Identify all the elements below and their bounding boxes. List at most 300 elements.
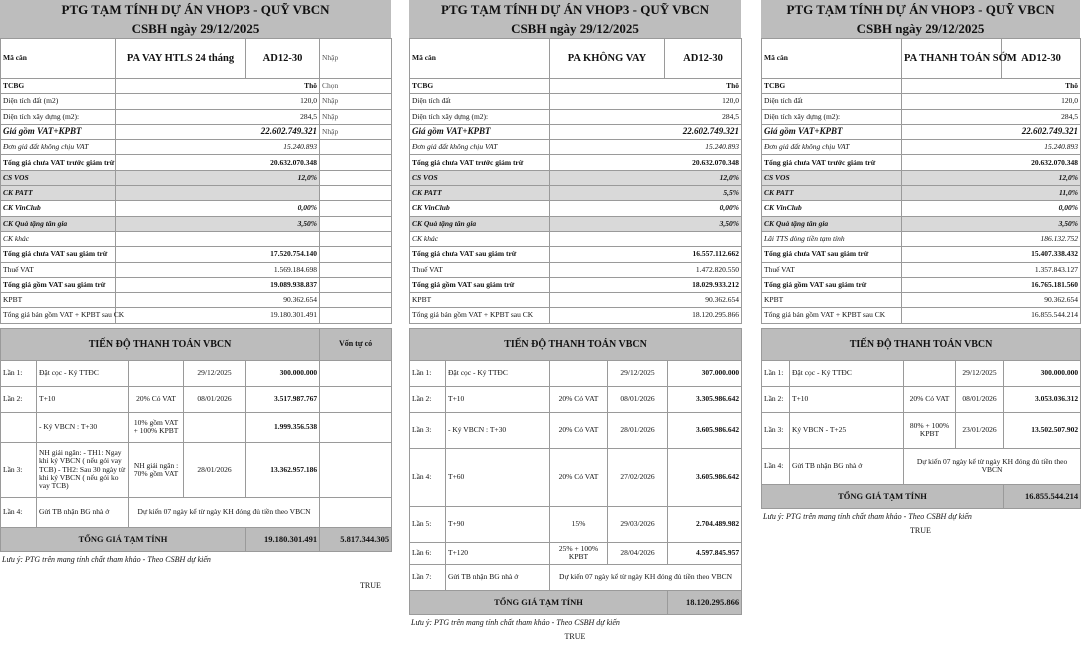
total-value: 16.855.544.214: [1004, 484, 1081, 508]
schedule-header: [1, 328, 392, 360]
price-row: [762, 231, 1081, 246]
row-value: 1.569.184.698: [116, 262, 320, 277]
price-table: [409, 38, 742, 324]
panel-header: [0, 0, 391, 38]
row-label: Tổng giá bán gồm VAT + KPBT sau CK: [1, 308, 116, 323]
installment-amount: 4.597.845.957: [668, 542, 742, 564]
row-value: 90.362.654: [116, 293, 320, 308]
installment-percent: 20% Có VAT: [129, 386, 184, 412]
row-label: Giá gồm VAT+KPBT: [762, 124, 902, 139]
installment-date: 23/01/2026: [956, 412, 1004, 448]
ma-can-row: [762, 39, 1081, 79]
row-label: Thuế VAT: [410, 262, 550, 277]
schedule-row: [762, 412, 1081, 448]
panel-header: [761, 0, 1080, 38]
row-note: [320, 216, 392, 231]
row-value: [550, 231, 742, 246]
installment-amount: 300.000.000: [246, 360, 320, 386]
schedule-header: [762, 328, 1081, 360]
row-label: Tổng giá gồm VAT sau giảm trừ: [1, 277, 116, 292]
row-value: 12,0%: [550, 170, 742, 185]
row-value: [116, 231, 320, 246]
price-row: [410, 277, 742, 292]
schedule-row: [410, 386, 742, 412]
installment-percent: 20% Có VAT: [550, 412, 608, 448]
price-row: [1, 277, 392, 292]
price-row: [762, 79, 1081, 94]
row-value: 20.632.070.348: [902, 155, 1081, 170]
installment-percent: [904, 360, 956, 386]
installment-date: [184, 412, 246, 442]
unit-code: AD12-30: [1002, 39, 1081, 79]
disclaimer-note: Lưu ý: PTG trên mang tính chất tham khảo - Theo CSBH dự kiến: [411, 617, 620, 627]
row-note: [320, 247, 392, 262]
installment-label: Lần 7:: [410, 564, 446, 590]
input-hint: Nhập: [320, 39, 392, 79]
row-value: 15.407.338.432: [902, 247, 1081, 262]
installment-desc: T+60: [446, 448, 550, 506]
row-value: 90.362.654: [902, 293, 1081, 308]
ma-can-row: [410, 39, 742, 79]
installment-amount: 2.704.489.982: [668, 506, 742, 542]
installment-amount: 1.999.356.538: [246, 412, 320, 442]
installment-label: Lần 4:: [1, 497, 37, 527]
installment-label: Lần 4:: [410, 448, 446, 506]
price-row: [1, 201, 392, 216]
row-label: Tổng giá chưa VAT trước giảm trừ: [762, 155, 902, 170]
row-label: Giá gồm VAT+KPBT: [1, 124, 116, 139]
installment-label: Lần 3:: [1, 442, 37, 497]
installment-own-capital: [320, 386, 392, 412]
installment-label: Lần 6:: [410, 542, 446, 564]
price-row: [1, 216, 392, 231]
price-row: [1, 79, 392, 94]
price-row: [410, 94, 742, 109]
installment-label: Lần 2:: [410, 386, 446, 412]
installment-date: 29/12/2025: [956, 360, 1004, 386]
row-label: Tổng giá chưa VAT sau giảm trừ: [410, 247, 550, 262]
row-label: Tổng giá chưa VAT trước giảm trừ: [1, 155, 116, 170]
row-label: Đơn giá đất không chịu VAT: [762, 140, 902, 155]
total-label: TỔNG GIÁ TẠM TÍNH: [410, 590, 668, 614]
schedule-title: TIẾN ĐỘ THANH TOÁN VBCN: [762, 328, 1081, 360]
price-row: [762, 186, 1081, 201]
schedule-row: [762, 360, 1081, 386]
installment-label: Lần 3:: [762, 412, 790, 448]
price-row: [1, 109, 392, 124]
installment-date: 29/12/2025: [608, 360, 668, 386]
price-row: [762, 201, 1081, 216]
panel-khong-vay: [409, 0, 741, 641]
row-note: [320, 293, 392, 308]
row-value: 284,5: [116, 109, 320, 124]
row-label: CK khác: [1, 231, 116, 246]
payment-schedule-table: [0, 328, 392, 552]
installment-desc: Gửi TB nhận BG nhà ở: [790, 448, 904, 484]
schedule-row: [1, 412, 392, 442]
installment-desc: Đặt cọc - Ký TTĐC: [446, 360, 550, 386]
price-row: [1, 140, 392, 155]
price-row: [1, 231, 392, 246]
row-value: 11,0%: [902, 186, 1081, 201]
installment-percent: 25% + 100% KPBT: [550, 542, 608, 564]
row-value: 120,0: [550, 94, 742, 109]
panel-vay-htls: [0, 0, 391, 590]
row-value: 17.520.754.140: [116, 247, 320, 262]
total-label: TỔNG GIÁ TẠM TÍNH: [1, 527, 246, 551]
installment-desc: NH giải ngân: - TH1: Ngay khi ký VBCN ( nếu gói vay TCB) - TH2: Sau 30 ngày từ khi ký VBCN ( nếu gói ko vay TCB): [37, 442, 129, 497]
installment-amount: 3.517.987.767: [246, 386, 320, 412]
schedule-row: [410, 360, 742, 386]
installment-desc: T+10: [37, 386, 129, 412]
row-note: Nhập: [320, 94, 392, 109]
row-value: Thô: [902, 79, 1081, 94]
total-row: [1, 527, 392, 551]
row-label: Tổng giá chưa VAT sau giảm trừ: [1, 247, 116, 262]
installment-own-capital: [320, 360, 392, 386]
row-note: Nhập: [320, 109, 392, 124]
flag-value: TRUE: [564, 631, 586, 641]
ma-can-row: [1, 39, 392, 79]
row-value: 20.632.070.348: [550, 155, 742, 170]
panel-title: PTG TẠM TÍNH DỰ ÁN VHOP3 - QUỸ VBCN: [61, 2, 330, 17]
installment-amount: 307.000.000: [668, 360, 742, 386]
price-row: [410, 308, 742, 323]
schedule-row: [410, 448, 742, 506]
installment-desc: Ký VBCN - T+25: [790, 412, 904, 448]
installment-desc: Đặt cọc - Ký TTĐC: [37, 360, 129, 386]
installment-own-capital: [320, 442, 392, 497]
installment-percent: 20% Có VAT: [550, 448, 608, 506]
row-label: Đơn giá đất không chịu VAT: [410, 140, 550, 155]
price-table: [761, 38, 1081, 324]
row-value: 1.472.820.550: [550, 262, 742, 277]
total-label: TỔNG GIÁ TẠM TÍNH: [762, 484, 1004, 508]
row-label: TCBG: [762, 79, 902, 94]
installment-date: 27/02/2026: [608, 448, 668, 506]
ma-can-label: Mã căn: [1, 39, 116, 79]
ma-can-label: Mã căn: [410, 39, 550, 79]
row-label: CK Quà tặng tân gia: [1, 216, 116, 231]
installment-date: 28/04/2026: [608, 542, 668, 564]
installment-label: Lần 1:: [410, 360, 446, 386]
row-value: 5,5%: [550, 186, 742, 201]
panel-title: PTG TẠM TÍNH DỰ ÁN VHOP3 - QUỸ VBCN: [441, 2, 709, 17]
schedule-row: [762, 386, 1081, 412]
installment-amount: 13.502.507.902: [1004, 412, 1081, 448]
schedule-header: [410, 328, 742, 360]
price-row: [410, 216, 742, 231]
row-value: 16.855.544.214: [902, 308, 1081, 323]
own-capital-header: Vốn tự có: [320, 328, 392, 360]
row-note: [320, 186, 392, 201]
price-row: [410, 79, 742, 94]
row-value: 284,5: [902, 109, 1081, 124]
installment-amount: 3.605.986.642: [668, 448, 742, 506]
price-row: [1, 170, 392, 185]
row-label: Diện tích xây dựng (m2):: [410, 109, 550, 124]
installment-note: Dự kiến 07 ngày kể từ ngày KH đóng đủ tiền theo VBCN: [550, 564, 742, 590]
row-note: [320, 140, 392, 155]
price-row: [762, 109, 1081, 124]
row-value: 3,50%: [902, 216, 1081, 231]
total-row: [762, 484, 1081, 508]
installment-label: Lần 5:: [410, 506, 446, 542]
schedule-row: [410, 542, 742, 564]
price-row: [1, 155, 392, 170]
installment-desc: T+10: [790, 386, 904, 412]
schedule-row: [1, 442, 392, 497]
installment-note: Dự kiến 07 ngày kể từ ngày KH đóng đủ tiền theo VBCN: [129, 497, 320, 527]
row-value: 3,50%: [550, 216, 742, 231]
price-row: [762, 247, 1081, 262]
price-row: [762, 277, 1081, 292]
row-note: [320, 262, 392, 277]
price-row: [762, 170, 1081, 185]
schedule-row: [410, 506, 742, 542]
installment-date: 08/01/2026: [608, 386, 668, 412]
row-value: 120,0: [902, 94, 1081, 109]
row-value: 120,0: [116, 94, 320, 109]
installment-label: Lần 1:: [1, 360, 37, 386]
price-row: [762, 308, 1081, 323]
price-row: [410, 124, 742, 139]
row-label: Diện tích đất (m2): [1, 94, 116, 109]
price-row: [762, 155, 1081, 170]
price-row: [1, 124, 392, 139]
installment-date: 08/01/2026: [184, 386, 246, 412]
price-row: [762, 262, 1081, 277]
price-row: [1, 293, 392, 308]
row-note: [320, 201, 392, 216]
price-row: [762, 293, 1081, 308]
row-label: Giá gồm VAT+KPBT: [410, 124, 550, 139]
installment-date: 28/01/2026: [184, 442, 246, 497]
row-value: 90.362.654: [550, 293, 742, 308]
installment-desc: T+120: [446, 542, 550, 564]
price-row: [410, 247, 742, 262]
panel-subtitle: CSBH ngày 29/12/2025: [856, 21, 985, 36]
row-label: CK Quà tặng tân gia: [762, 216, 902, 231]
row-label: Tổng giá bán gồm VAT + KPBT sau CK: [410, 308, 550, 323]
installment-percent: [129, 360, 184, 386]
row-label: Đơn giá đất không chịu VAT: [1, 140, 116, 155]
installment-percent: 10% gồm VAT + 100% KPBT: [129, 412, 184, 442]
row-value: 19.180.301.491: [116, 308, 320, 323]
row-value: 0,00%: [550, 201, 742, 216]
schedule-row: [1, 360, 392, 386]
row-label: Diện tích xây dựng (m2):: [762, 109, 902, 124]
price-row: [762, 124, 1081, 139]
schedule-row: [1, 497, 392, 527]
row-value: 22.602.749.321: [116, 124, 320, 139]
ma-can-label: Mã căn: [762, 39, 902, 79]
row-note: [320, 155, 392, 170]
plan-name: PA THANH TOÁN SỚM: [902, 39, 1002, 79]
row-label: CK VinClub: [410, 201, 550, 216]
unit-code: AD12-30: [246, 39, 320, 79]
price-row: [410, 231, 742, 246]
installment-date: 08/01/2026: [956, 386, 1004, 412]
installment-label: Lần 3:: [410, 412, 446, 448]
price-row: [410, 170, 742, 185]
row-value: 186.132.752: [902, 231, 1081, 246]
row-label: CK VinClub: [762, 201, 902, 216]
flag-value: TRUE: [910, 525, 931, 535]
disclaimer-note: Lưu ý: PTG trên mang tính chất tham khảo - Theo CSBH dự kiến: [763, 511, 972, 521]
row-value: 12,0%: [902, 170, 1081, 185]
row-value: 22.602.749.321: [902, 124, 1081, 139]
row-note: [320, 308, 392, 323]
price-row: [410, 201, 742, 216]
row-label: Diện tích xây dựng (m2):: [1, 109, 116, 124]
price-row: [1, 308, 392, 323]
installment-percent: 20% Có VAT: [550, 386, 608, 412]
installment-date: 28/01/2026: [608, 412, 668, 448]
row-label: TCBG: [410, 79, 550, 94]
row-note: [320, 170, 392, 185]
installment-amount: 3.305.986.642: [668, 386, 742, 412]
row-value: 15.240.893: [116, 140, 320, 155]
unit-code: AD12-30: [665, 39, 742, 79]
row-note: [320, 231, 392, 246]
row-label: Thuế VAT: [1, 262, 116, 277]
installment-amount: 3.605.986.642: [668, 412, 742, 448]
total-own-capital: 5.817.344.305: [320, 527, 392, 551]
installment-label: Lần 1:: [762, 360, 790, 386]
price-row: [1, 262, 392, 277]
installment-amount: 13.362.957.186: [246, 442, 320, 497]
row-label: CS VOS: [1, 170, 116, 185]
installment-label: [1, 412, 37, 442]
row-label: Diện tích đất: [410, 94, 550, 109]
payment-schedule-table: [761, 328, 1081, 509]
row-note: [320, 277, 392, 292]
schedule-row: [410, 564, 742, 590]
installment-percent: [550, 360, 608, 386]
panel-subtitle: CSBH ngày 29/12/2025: [131, 21, 260, 36]
schedule-title: TIẾN ĐỘ THANH TOÁN VBCN: [410, 328, 742, 360]
row-value: 18.029.933.212: [550, 277, 742, 292]
price-table: [0, 38, 392, 324]
panel-title: PTG TẠM TÍNH DỰ ÁN VHOP3 - QUỸ VBCN: [786, 2, 1055, 17]
price-row: [1, 247, 392, 262]
row-label: KPBT: [410, 293, 550, 308]
row-label: Lãi TTS dòng tiền tạm tính: [762, 231, 902, 246]
installment-desc: - Ký VBCN : T+30: [446, 412, 550, 448]
row-value: 15.240.893: [550, 140, 742, 155]
installment-desc: - Ký VBCN : T+30: [37, 412, 129, 442]
total-row: [410, 590, 742, 614]
installment-date: 29/03/2026: [608, 506, 668, 542]
panel-subtitle: CSBH ngày 29/12/2025: [511, 21, 639, 36]
row-label: CK PATT: [1, 186, 116, 201]
schedule-title: TIẾN ĐỘ THANH TOÁN VBCN: [1, 328, 320, 360]
installment-date: 29/12/2025: [184, 360, 246, 386]
row-note: Nhập: [320, 124, 392, 139]
total-value: 19.180.301.491: [246, 527, 320, 551]
row-value: 16.765.181.560: [902, 277, 1081, 292]
row-value: 0,00%: [116, 201, 320, 216]
row-value: 16.557.112.662: [550, 247, 742, 262]
price-row: [1, 186, 392, 201]
row-value: 15.240.893: [902, 140, 1081, 155]
row-value: 19.089.938.837: [116, 277, 320, 292]
installment-percent: 80% + 100% KPBT: [904, 412, 956, 448]
row-value: [116, 186, 320, 201]
schedule-row: [762, 448, 1081, 484]
installment-amount: 300.000.000: [1004, 360, 1081, 386]
row-label: CK VinClub: [1, 201, 116, 216]
installment-desc: T+10: [446, 386, 550, 412]
row-value: 22.602.749.321: [550, 124, 742, 139]
installment-desc: T+90: [446, 506, 550, 542]
row-value: 20.632.070.348: [116, 155, 320, 170]
schedule-row: [1, 386, 392, 412]
installment-label: Lần 4:: [762, 448, 790, 484]
row-label: Tổng giá gồm VAT sau giảm trừ: [762, 277, 902, 292]
panel-thanh-toan-som: [761, 0, 1080, 535]
payment-schedule-table: [409, 328, 742, 615]
row-label: Tổng giá bán gồm VAT + KPBT sau CK: [762, 308, 902, 323]
row-label: Tổng giá gồm VAT sau giảm trừ: [410, 277, 550, 292]
row-label: CK PATT: [410, 186, 550, 201]
price-row: [762, 216, 1081, 231]
price-row: [410, 155, 742, 170]
price-row: [1, 94, 392, 109]
row-label: Diện tích đất: [762, 94, 902, 109]
row-label: Thuế VAT: [762, 262, 902, 277]
price-row: [762, 140, 1081, 155]
row-label: CK khác: [410, 231, 550, 246]
row-value: Thô: [116, 79, 320, 94]
schedule-row: [410, 412, 742, 448]
row-note: Chọn: [320, 79, 392, 94]
price-row: [410, 262, 742, 277]
installment-amount: 3.053.036.312: [1004, 386, 1081, 412]
flag-value: TRUE: [360, 580, 381, 590]
plan-name: PA VAY HTLS 24 tháng: [116, 39, 246, 79]
row-value: 18.120.295.866: [550, 308, 742, 323]
price-row: [410, 140, 742, 155]
plan-name: PA KHÔNG VAY: [550, 39, 665, 79]
panel-header: [409, 0, 741, 38]
row-value: 284,5: [550, 109, 742, 124]
installment-percent: NH giải ngân : 70% gồm VAT: [129, 442, 184, 497]
row-label: Tổng giá chưa VAT sau giảm trừ: [762, 247, 902, 262]
price-row: [410, 186, 742, 201]
installment-desc: Đặt cọc - Ký TTĐC: [790, 360, 904, 386]
row-label: Tổng giá chưa VAT trước giảm trừ: [410, 155, 550, 170]
installment-label: Lần 2:: [762, 386, 790, 412]
installment-own-capital: [320, 497, 392, 527]
row-label: CS VOS: [410, 170, 550, 185]
installment-percent: 15%: [550, 506, 608, 542]
row-label: CK PATT: [762, 186, 902, 201]
installment-desc: Gửi TB nhận BG nhà ở: [37, 497, 129, 527]
total-value: 18.120.295.866: [668, 590, 742, 614]
installment-desc: Gửi TB nhận BG nhà ở: [446, 564, 550, 590]
row-label: KPBT: [1, 293, 116, 308]
row-value: 12,0%: [116, 170, 320, 185]
installment-own-capital: [320, 412, 392, 442]
installment-percent: 20% Có VAT: [904, 386, 956, 412]
row-value: 3,50%: [116, 216, 320, 231]
installment-label: Lần 2:: [1, 386, 37, 412]
row-value: 1.357.843.127: [902, 262, 1081, 277]
disclaimer-note: Lưu ý: PTG trên mang tính chất tham khảo - Theo CSBH dự kiến: [2, 554, 211, 564]
row-label: TCBG: [1, 79, 116, 94]
